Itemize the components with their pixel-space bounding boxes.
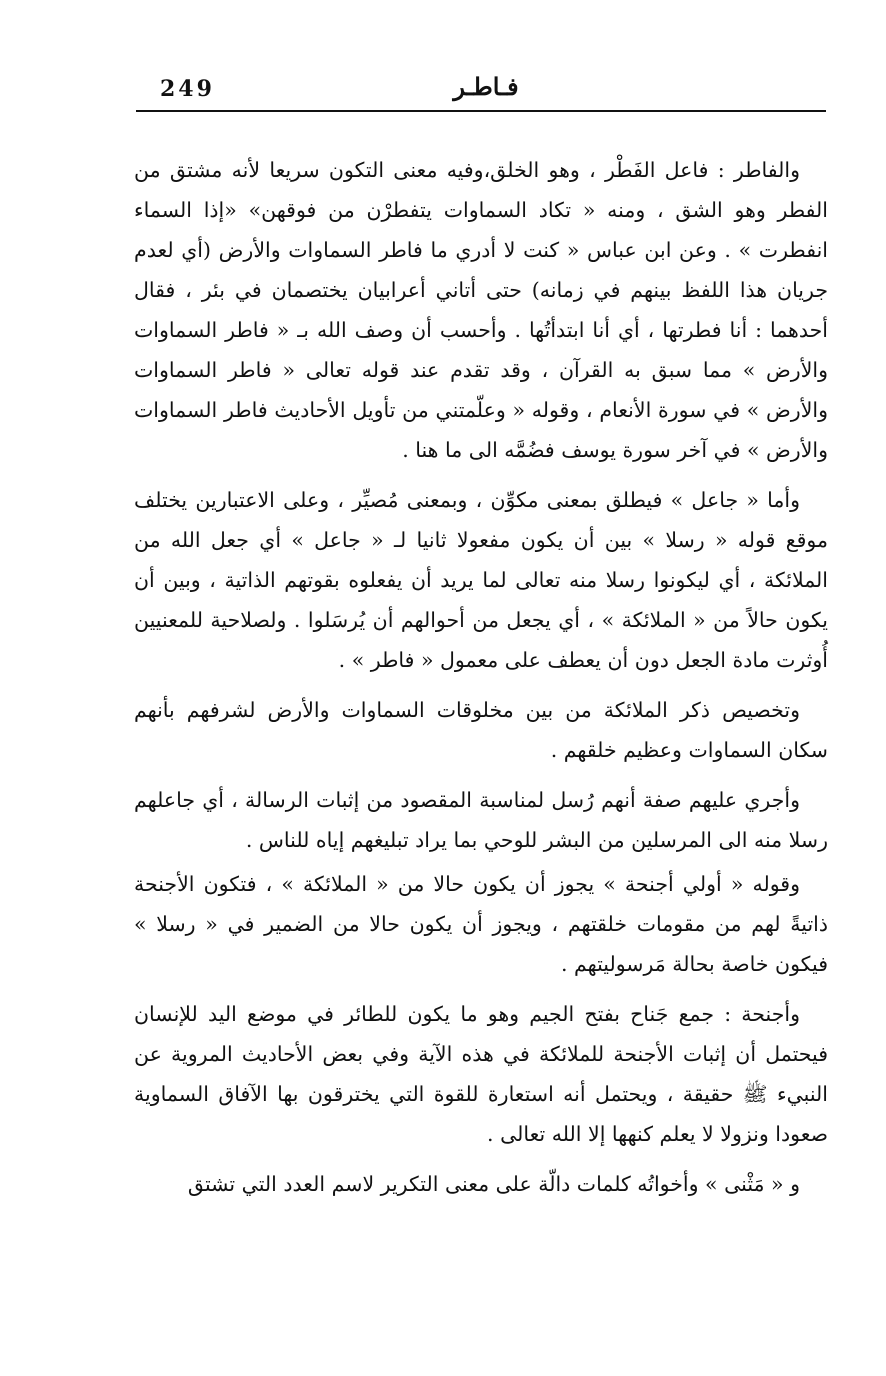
paragraph-messengers-description: وأجري عليهم صفة أنهم رُسل لمناسبة المقصود من إثبات الرسالة ، أي جاعلهم رسلا منه الى المرسلين من البشر للوحي بما يراد تبليغهم إياه للناس . bbox=[134, 788, 828, 852]
paragraph-wings-definition: وأجنحة : جمع جَناح بفتح الجيم وهو ما يكون للطائر في موضع اليد للإنسان فيحتمل أن إثبات الأجنحة للملائكة في هذه الآية وفي بعض الأحاديث المروية عن النبيء ﷺ حقيقة ، ويحتمل أنه استعارة للقوة التي يخترقون بها الآفاق السماوية صعودا ونزولا لا يعلم كنهها إلا الله تعالى . bbox=[134, 1002, 828, 1146]
page-number: 249 bbox=[160, 76, 215, 102]
paragraph-jaail-meaning: وأما « جاعل » فيطلق بمعنى مكوِّن ، وبمعنى مُصيِّر ، وعلى الاعتبارين يختلف موقع قوله « رسلا » بين أن يكون مفعولا ثانيا لـ « جاعل » أي جعل الله من الملائكة ، أي ليكونوا رسلا منه تعالى لما يريد أن يفعلوه بقوتهم الذاتية ، وبين أن يكون حالاً من « الملائكة » ، أي يجعل من أحوالهم أن يُرسَلوا . ولصلاحية للمعنيين أُوثرت مادة الجعل دون أن يعطف على معمول « فاطر » . bbox=[134, 488, 828, 672]
paragraph-fatir-definition: والفاطر : فاعل الفَطْر ، وهو الخلق،وفيه معنى التكون سريعا لأنه مشتق من الفطر وهو الشق ، ومنه « تكاد السماوات يتفطرْن من فوقهن» «إذا السماء انفطرت » . وعن ابن عباس « كنت لا أدري ما فاطر السماوات والأرض (أي لعدم جريان هذا اللفظ بينهم في زمانه) حتى أتاني أعرابيان يختصمان في بئر ، فقال أحدهما : أنا فطرتها ، أي أنا ابتدأتُها . وأحسب أن وصف الله بـ « فاطر السماوات والأرض » مما سبق به القرآن ، وقد تقدم عند قوله تعالى « فاطر السماوات والأرض » في سورة الأنعام ، وقوله « وعلّمتني من تأويل الأحاديث فاطر السماوات والأرض » في آخر سورة يوسف فضُمَّه الى ما هنا . bbox=[134, 158, 828, 462]
page-header bbox=[136, 72, 826, 110]
paragraph-angels-specification: وتخصيص ذكر الملائكة من بين مخلوقات السماوات والأرض لشرفهم بأنهم سكان السماوات وعظيم خلقهم . bbox=[134, 698, 828, 762]
surah-title: فـاطـر bbox=[453, 72, 519, 101]
paragraph-mathna-numerals: و « مَثْنى » وأخواتُه كلمات دالّة على معنى التكرير لاسم العدد التي تشتق bbox=[187, 1172, 800, 1196]
body-text bbox=[134, 150, 828, 1214]
header-divider bbox=[136, 110, 826, 112]
paragraph-wings-qualifier: وقوله « أولي أجنحة » يجوز أن يكون حالا من « الملائكة » ، فتكون الأجنحة ذاتيةً لهم من مقومات خلقتهم ، ويجوز أن يكون حالا من الضمير في « رسلا » فيكون خاصة بحالة مَرسوليتهم . bbox=[134, 872, 828, 976]
